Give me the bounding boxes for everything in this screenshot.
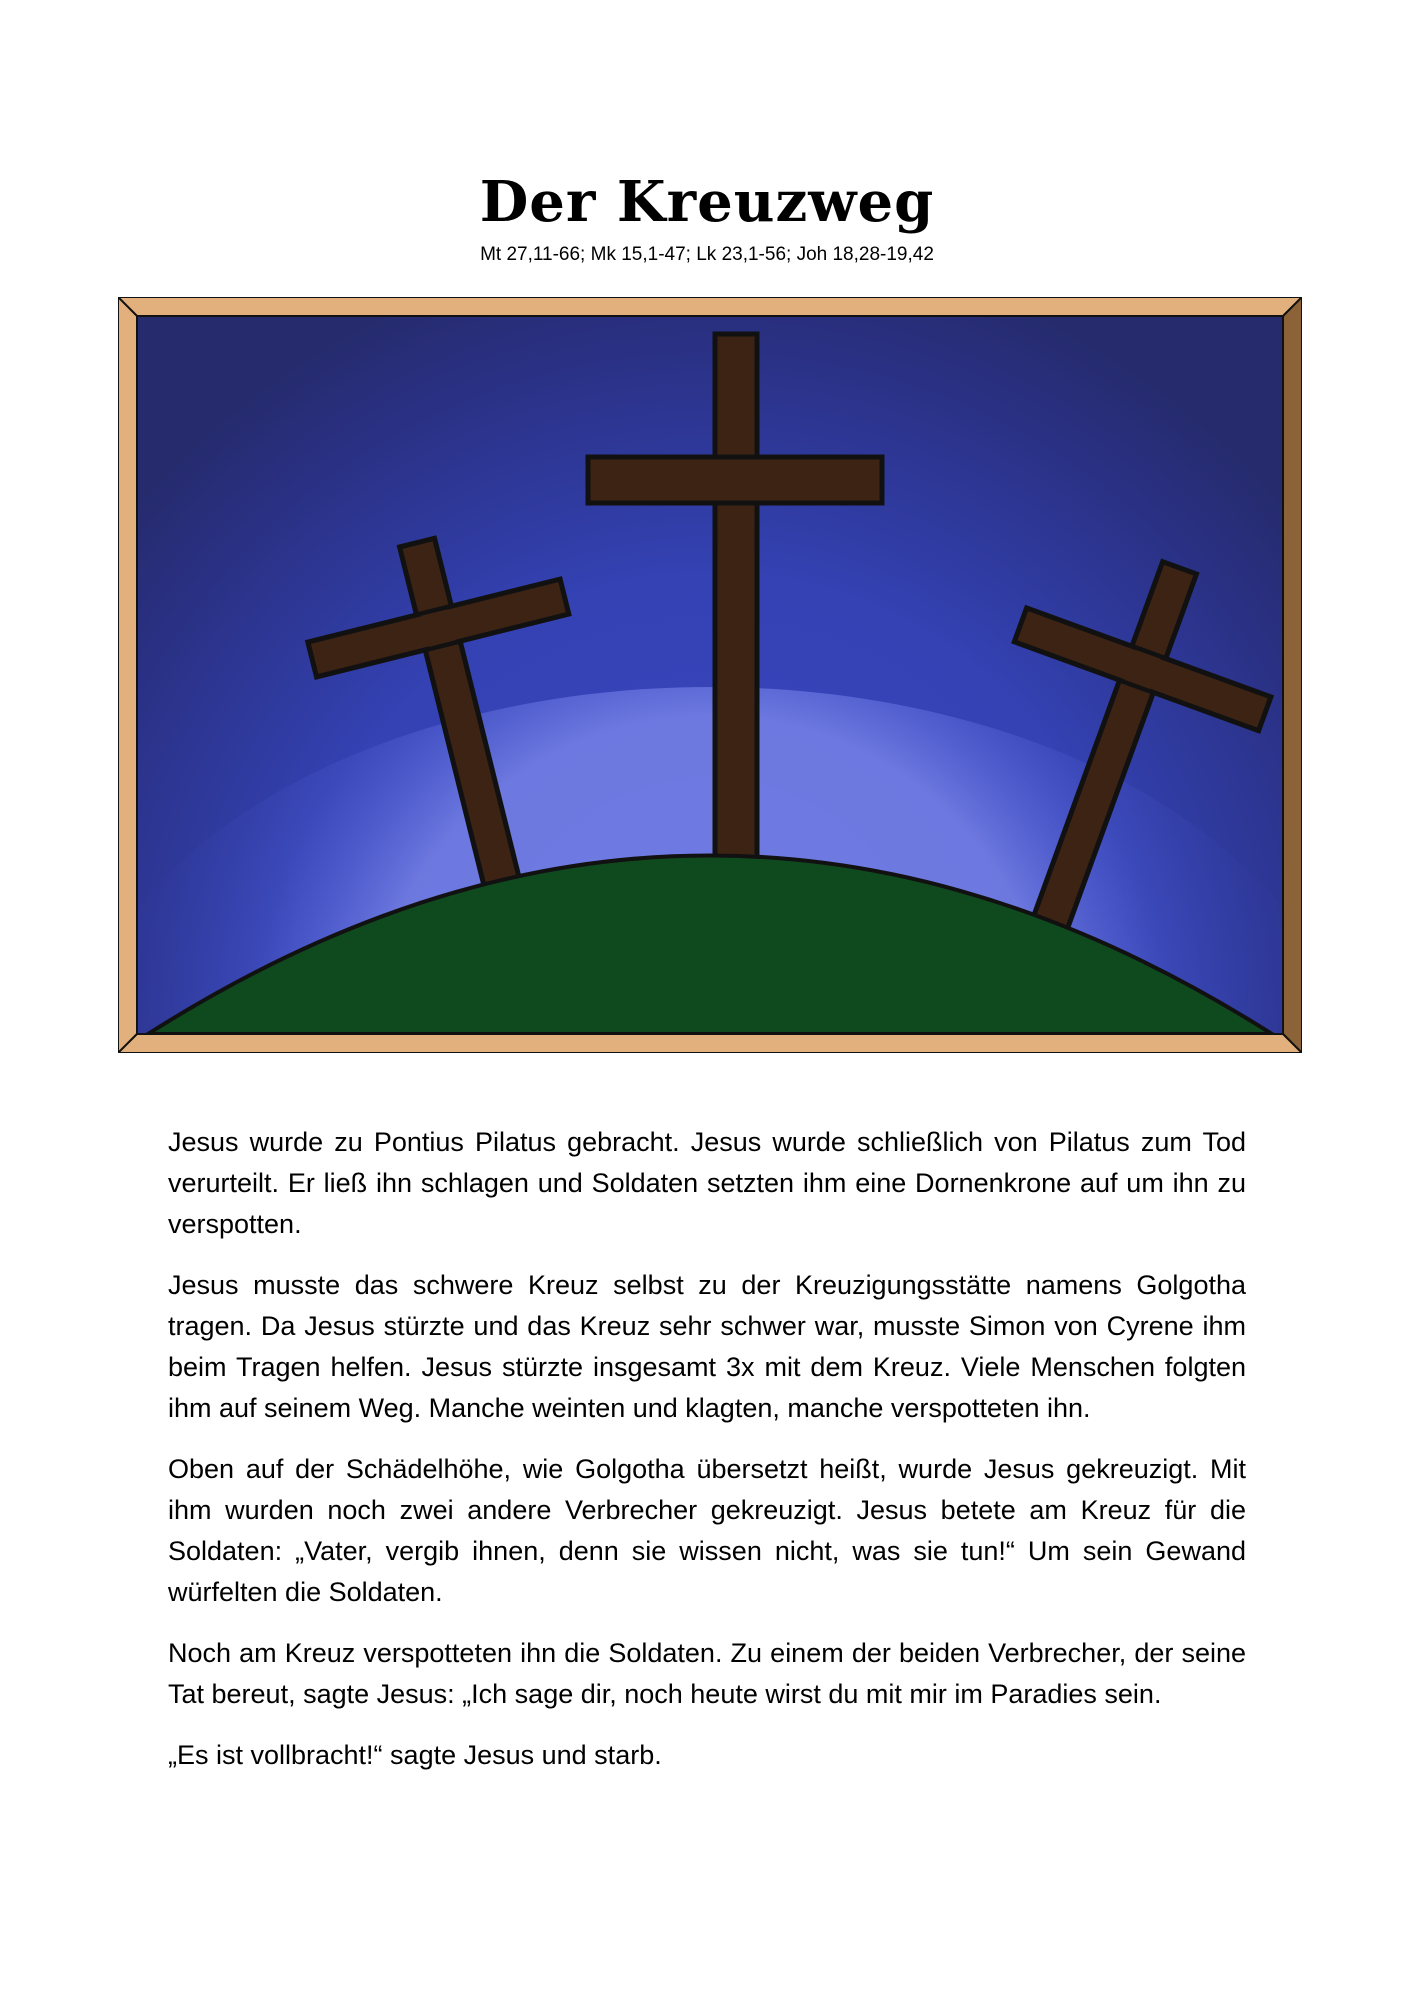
paragraph-trial: Jesus wurde zu Pontius Pilatus gebracht. Jesus wurde schließlich von Pilatus zum Tod verurteilt. Er ließ ihn schlagen und Soldaten setzten ihm eine Dornenkrone auf um ihn zu verspotten. bbox=[168, 1127, 1246, 1239]
paragraph-crucifixion: Oben auf der Schädelhöhe, wie Golgotha übersetzt heißt, wurde Jesus gekreuzigt. Mit ihm wurden noch zwei andere Verbrecher gekreuzigt. Jesus betete am Kreuz für die Soldaten: „Vater, vergib ihnen, denn sie wissen nicht, was sie tun!“ Um sein Gewand würfelten die Soldaten. bbox=[168, 1454, 1246, 1607]
bible-references: Mt 27,11-66; Mk 15,1-47; Lk 23,1-56; Joh 18,28-19,42 bbox=[480, 244, 934, 265]
illustration-three-crosses bbox=[118, 297, 1302, 1053]
page-title: Der Kreuzweg bbox=[479, 169, 935, 235]
story-text bbox=[168, 1122, 1246, 1796]
paragraph-paradise: Noch am Kreuz verspotteten ihn die Soldaten. Zu einem der beiden Verbrecher, der seine Tat bereut, sagte Jesus: „Ich sage dir, noch heute wirst du mit mir im Paradies sein. bbox=[168, 1638, 1246, 1709]
paragraph-way-of-cross: Jesus musste das schwere Kreuz selbst zu der Kreuzigungsstätte namens Golgotha tragen. Da Jesus stürzte und das Kreuz sehr schwer war, musste Simon von Cyrene ihm beim Tragen helfen. Jesus stürzte insgesamt 3x mit dem Kreuz. Viele Menschen folgten ihm auf seinem Weg. Manche weinten und klagten, manche verspotteten ihn. bbox=[168, 1270, 1246, 1423]
paragraph-death: „Es ist vollbracht!“ sagte Jesus und starb. bbox=[168, 1740, 662, 1770]
